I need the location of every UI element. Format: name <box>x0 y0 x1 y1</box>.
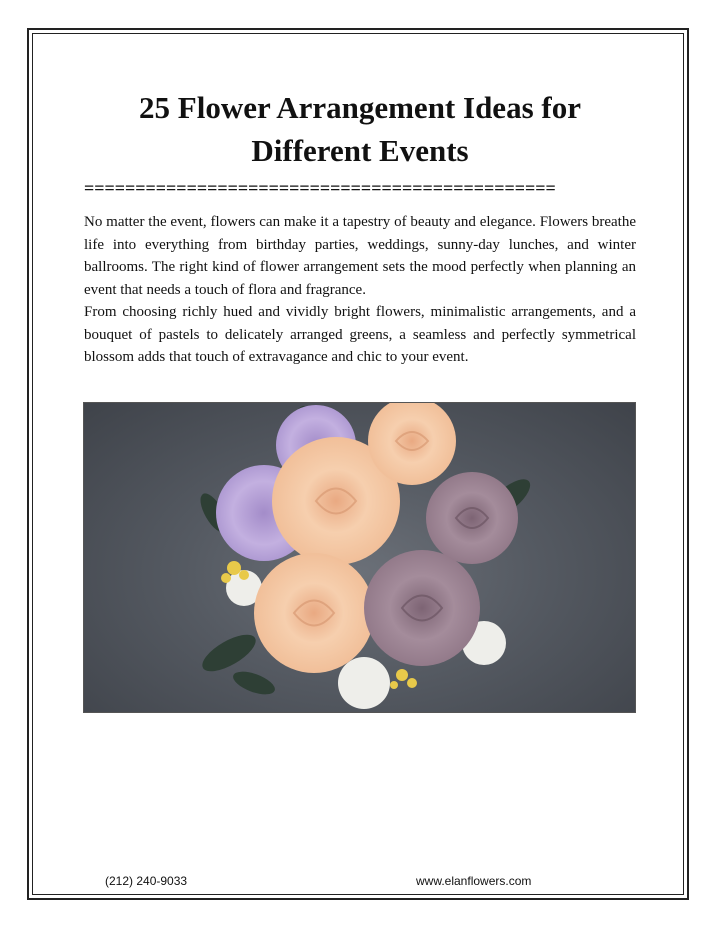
flower-bouquet-photo <box>83 402 636 713</box>
second-paragraph: From choosing richly hued and vividly bright flowers, minimalistic arrangements, and a bouquet of pastels to delicately arranged greens, a seamless and perfectly symmetrical blossom adds that touch of extravagance and chic to your event. <box>84 304 636 365</box>
intro-paragraph: No matter the event, flowers can make it a tapestry of beauty and elegance. Flowers breathe life into everything from birthday parties, weddings, sunny-day lunches, and winter ballrooms. The right kind of flower arrangement sets the mood perfectly when planning an event that needs a touch of flora and fragrance. <box>84 214 636 298</box>
footer-website[interactable]: www.elanflowers.com <box>416 874 532 888</box>
mauve-rose-right <box>426 472 518 564</box>
footer-phone: (212) 240-9033 <box>105 874 188 888</box>
peach-rose-bottom <box>254 553 374 673</box>
bouquet-illustration <box>84 403 636 713</box>
title-divider: ============================================== <box>84 178 556 198</box>
mauve-rose-bottom <box>364 550 480 666</box>
document-title: 25 Flower Arrangement Ideas for Different Events <box>139 90 581 168</box>
